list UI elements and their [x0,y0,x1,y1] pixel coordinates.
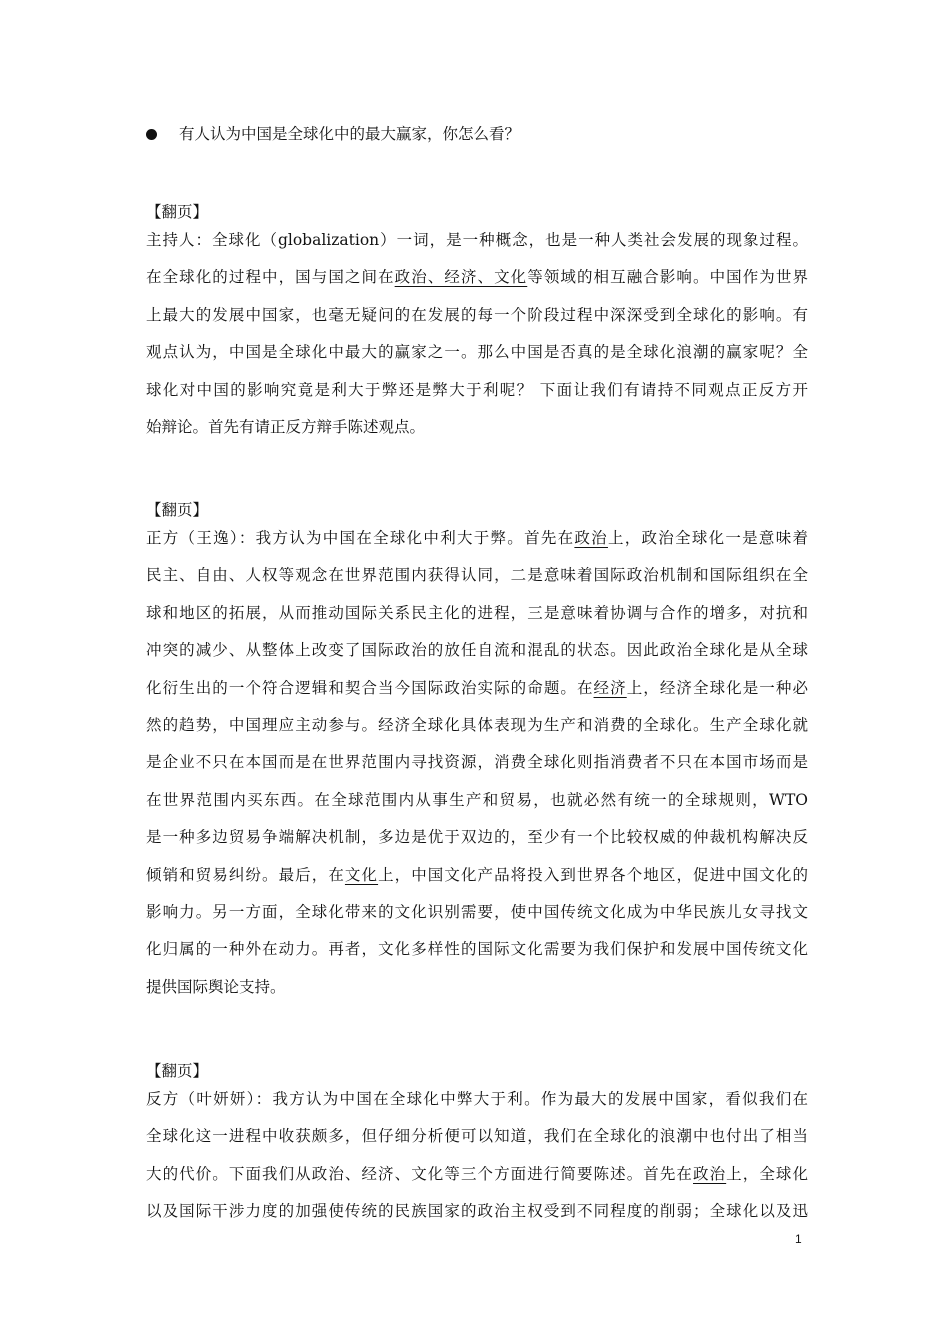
paragraph-line: 影响力。另一方面，全球化带来的文化识别需要，使中国传统文化成为中华民族儿女寻找文 [146,902,808,921]
paragraph-line: 全球化这一进程中收获颇多，但仔细分析便可以知道，我们在全球化的浪潮中也付出了相当 [146,1127,808,1146]
underlined-keyword: 政治 [693,1164,727,1183]
paragraph-line: 在全球化的过程中，国与国之间在政治、经济、文化等领域的相互融合影响。中国作为世界 [146,268,808,287]
underlined-keyword: 文化 [344,865,379,884]
question-text: 有人认为中国是全球化中的最大赢家，你怎么看？ [179,125,521,143]
page-number: 1 [795,1232,802,1246]
paragraph-line: 是企业不只在本国而是在世界范围内寻找资源，消费全球化则指消费者不只在本国市场而是 [146,753,808,772]
paragraph-line: 球和地区的拓展，从而推动国际关系民主化的进程，三是意味着协调与合作的增多，对抗和 [146,603,808,622]
paragraph-line: 化衍生出的一个符合逻辑和契合当今国际政治实际的命题。在经济上，经济全球化是一种必 [146,678,808,697]
paragraph-line: 然的趋势，中国理应主动参与。经济全球化具体表现为生产和消费的全球化。生产全球化就 [146,715,808,734]
page-turn-marker: 【翻页】 [146,501,209,519]
paragraph-line: 提供国际舆论支持。 [146,977,286,996]
paragraph-line: 化归属的一种外在动力。再者，文化多样性的国际文化需要为我们保护和发展中国传统文化 [146,940,808,959]
paragraph-line: 观点认为，中国是全球化中最大的赢家之一。那么中国是否真的是全球化浪潮的赢家呢？全 [146,343,808,362]
underlined-keyword: 政治、经济、文化 [394,268,528,287]
paragraph-line: 正方（王逸）：我方认为中国在全球化中利大于弊。首先在政治上，政治全球化一是意味着 [146,529,808,547]
underlined-keyword: 政治 [574,529,608,547]
paragraph-line: 球化对中国的影响究竟是利大于弊还是弊大于利呢？ 下面让我们有请持不同观点正反方开 [146,380,808,399]
affirmative-section [146,496,808,1010]
bullet-icon [146,129,157,140]
page-turn-marker: 【翻页】 [146,203,209,221]
paragraph-line: 始辩论。首先有请正反方辩手陈述观点。 [146,417,426,436]
paragraph-line: 冲突的减少、从整体上改变了国际政治的放任自流和混乱的状态。因此政治全球化是从全球 [146,641,808,660]
paragraph-line: 上最大的发展中国家，也毫无疑问的在发展的每一个阶段过程中深深受到全球化的影响。有 [146,305,808,324]
negative-paragraph [146,1085,808,1235]
paragraph-line: 是一种多边贸易争端解决机制，多边是优于双边的，至少有一个比较权威的仲裁机构解决反 [146,828,808,847]
paragraph-line: 倾销和贸易纠纷。最后，在文化上，中国文化产品将投入到世界各个地区，促进中国文化的 [146,865,808,884]
host-paragraph [146,226,808,450]
page-turn-marker: 【翻页】 [146,1062,209,1080]
host-section [146,198,808,450]
paragraph-line: 以及国际干涉力度的加强使传统的民族国家的政治主权受到不同程度的削弱；全球化以及迅 [146,1202,808,1221]
underlined-keyword: 经济 [593,678,627,697]
question-item [146,122,520,146]
paragraph-line: 主持人：全球化（globalization）一词，是一种概念，也是一种人类社会发展的现象过程。 [146,231,808,249]
paragraph-line: 大的代价。下面我们从政治、经济、文化等三个方面进行简要陈述。首先在政治上，全球化 [146,1164,808,1183]
paragraph-line: 民主、自由、人权等观念在世界范围内获得认同，二是意味着国际政治机制和国际组织在全 [146,566,808,585]
affirmative-paragraph [146,524,808,1010]
paragraph-line: 反方（叶妍妍）：我方认为中国在全球化中弊大于利。作为最大的发展中国家，看似我们在 [146,1090,808,1108]
paragraph-line: 在世界范围内买东西。在全球范围内从事生产和贸易，也就必然有统一的全球规则，WTO [146,790,808,809]
negative-section [146,1057,808,1235]
